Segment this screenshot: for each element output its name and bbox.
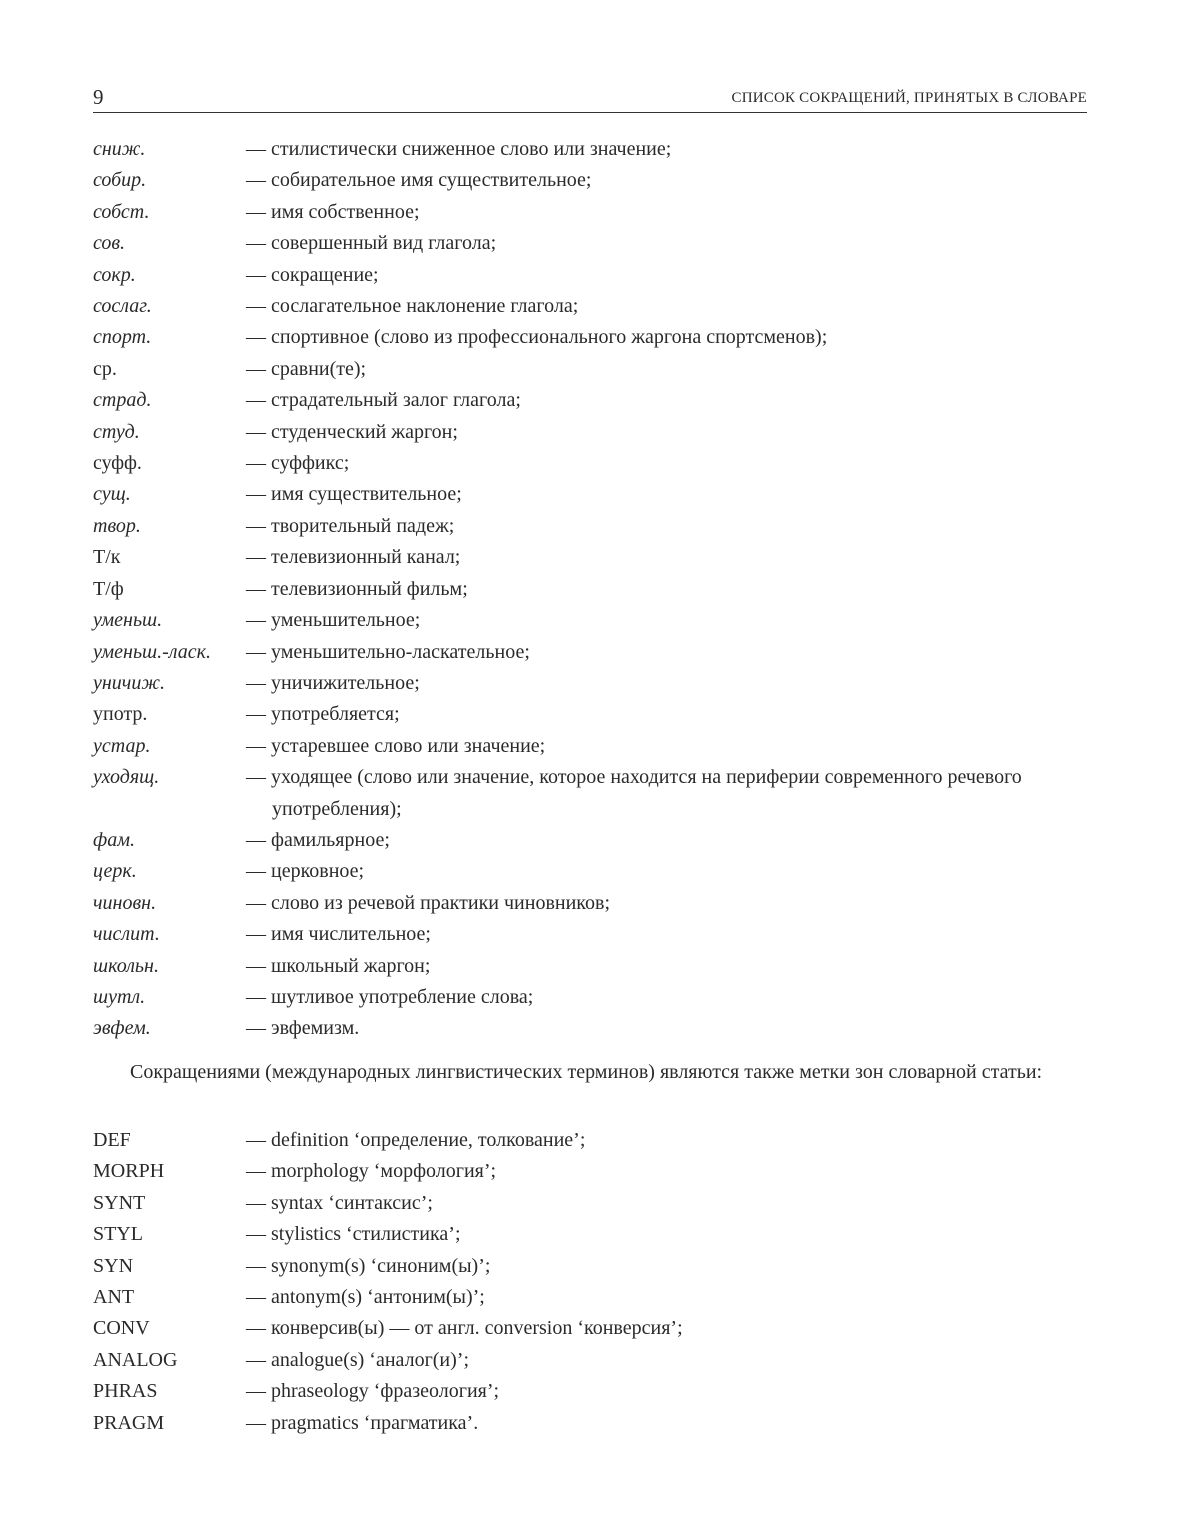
abbreviation-row-definition: — уменьшительное;: [246, 609, 421, 632]
zone-label-row: [93, 1251, 1087, 1282]
abbreviation-row-definition: — имя собственное;: [246, 200, 420, 223]
abbreviation-row-term: школьн.: [93, 954, 159, 977]
abbreviation-row: [93, 888, 1087, 919]
abbreviation-row-term: спорт.: [93, 326, 152, 349]
zone-label-row-definition: — конверсив(ы) — от англ. conversion ‘конверсия’;: [246, 1317, 683, 1340]
zone-label-row-term: PRAGM: [93, 1411, 165, 1434]
abbreviation-row-definition: — стилистически сниженное слово или значение;: [246, 138, 672, 160]
intro-paragraph: Сокращениями (международных лингвистических терминов) являются также метки зон словарной статьи:: [130, 1061, 1043, 1083]
zone-label-row: [93, 1219, 1087, 1250]
zone-label-row-term: MORPH: [93, 1160, 165, 1183]
abbreviation-row: [93, 699, 1087, 730]
abbreviation-row-definition: — уменьшительно-ласкательное;: [246, 640, 530, 663]
zone-label-row-term: SYNT: [93, 1191, 146, 1214]
abbreviation-row-term: страд.: [93, 389, 152, 412]
zone-label-row-definition: — phraseology ‘фразеология’;: [246, 1380, 500, 1403]
abbreviation-row-term: собир.: [93, 169, 147, 192]
abbreviation-row-term: уменьш.-ласк.: [93, 640, 211, 663]
running-title: СПИСОК СОКРАЩЕНИЙ, ПРИНЯТЫХ В СЛОВАРЕ: [731, 90, 1087, 106]
abbreviation-row-term: употр.: [93, 703, 148, 726]
zone-label-row-definition: — antonym(s) ‘антоним(ы)’;: [246, 1286, 485, 1309]
abbreviation-row-term: чиновн.: [93, 891, 157, 914]
abbreviation-row-definition: — шутливое употребление слова;: [246, 985, 534, 1008]
abbreviation-row: [93, 511, 1087, 542]
abbreviation-row: [93, 228, 1087, 259]
zone-label-row: [93, 1376, 1087, 1407]
abbreviation-row-term: Т/ф: [93, 577, 124, 600]
abbreviation-row: [93, 731, 1087, 762]
abbreviation-row-term: Т/к: [93, 546, 121, 569]
abbreviation-row-term: церк.: [93, 860, 137, 883]
zone-label-row-term: CONV: [93, 1317, 150, 1340]
abbreviation-row-definition: — школьный жаргон;: [246, 954, 431, 977]
abbreviation-row: [93, 951, 1087, 982]
abbreviation-row-definition: — слово из речевой практики чиновников;: [246, 891, 611, 914]
zone-label-row: [93, 1345, 1087, 1376]
abbreviation-row: [93, 165, 1087, 196]
abbreviation-row: [93, 825, 1087, 856]
abbreviation-row-definition: — телевизионный фильм;: [246, 577, 468, 600]
running-head: [93, 82, 1087, 113]
zone-label-row: [93, 1282, 1087, 1313]
abbreviation-row-definition: — имя числительное;: [246, 923, 431, 946]
abbreviation-row: [93, 668, 1087, 699]
abbreviation-row: [93, 479, 1087, 510]
abbreviation-row-term: сослаг.: [93, 295, 152, 318]
abbreviation-row-term: устар.: [93, 734, 151, 757]
zone-label-row-definition: — definition ‘определение, толкование’;: [246, 1129, 586, 1151]
abbreviation-row-definition: — студенческий жаргон;: [246, 420, 458, 443]
abbreviation-row-definition: — страдательный залог глагола;: [246, 389, 521, 412]
abbreviation-row-term: эвфем.: [93, 1017, 151, 1040]
abbreviation-row-term: числит.: [93, 923, 160, 946]
abbreviation-row-definition: — уходящее (слово или значение, которое находится на периферии современного речевого употребления);: [246, 766, 1022, 820]
abbreviation-row-definition: — телевизионный канал;: [246, 546, 461, 569]
abbreviation-row-term: твор.: [93, 514, 141, 537]
abbreviation-row-term: суфф.: [93, 452, 142, 475]
zone-label-row: [93, 1408, 1087, 1439]
zone-label-row-definition: — stylistics ‘стилистика’;: [246, 1223, 461, 1246]
abbreviation-row: [93, 762, 1087, 825]
abbreviation-row-definition: — собирательное имя существительное;: [246, 169, 592, 192]
page-number: 9: [93, 85, 104, 109]
abbreviation-row-definition: — спортивное (слово из профессионального жаргона спортсменов);: [246, 326, 828, 349]
abbreviation-row-term: студ.: [93, 420, 140, 443]
abbreviation-row-term: сов.: [93, 232, 126, 255]
abbreviation-row: [93, 1013, 1087, 1044]
abbreviation-row-definition: — творительный падеж;: [246, 514, 455, 537]
zone-label-row-definition: — analogue(s) ‘аналог(и)’;: [246, 1348, 470, 1371]
zone-label-row-definition: — synonym(s) ‘синоним(ы)’;: [246, 1254, 491, 1277]
abbreviation-row-definition: — уничижительное;: [246, 671, 420, 694]
abbreviation-row: [93, 637, 1087, 668]
abbreviation-row-term: собст.: [93, 200, 150, 223]
abbreviation-row-definition: — суффикс;: [246, 452, 350, 475]
abbreviation-row-definition: — употребляется;: [246, 703, 400, 726]
abbreviation-row: [93, 605, 1087, 636]
abbreviation-row: [93, 197, 1087, 228]
abbreviation-row-term: уменьш.: [93, 609, 163, 632]
abbreviation-row: [93, 385, 1087, 416]
zone-label-row: [93, 1156, 1087, 1187]
abbreviation-row-term: уничиж.: [93, 671, 165, 694]
abbreviation-row: [93, 542, 1087, 573]
abbreviation-row-term: ср.: [93, 357, 117, 380]
abbreviation-row-term: шутл.: [93, 985, 146, 1008]
abbreviation-row: [93, 354, 1087, 385]
zone-label-row-term: DEF: [93, 1129, 131, 1151]
abbreviation-row-definition: — устаревшее слово или значение;: [246, 734, 546, 757]
abbreviation-row: [93, 134, 1087, 165]
abbreviation-row-definition: — имя существительное;: [246, 483, 462, 506]
abbreviation-row: [93, 856, 1087, 887]
zone-label-row-term: SYN: [93, 1254, 134, 1277]
abbreviation-row-term: сниж.: [93, 138, 146, 160]
zone-label-row: [93, 1125, 1087, 1156]
abbreviation-row-definition: — церковное;: [246, 860, 365, 883]
zone-label-row-term: STYL: [93, 1223, 143, 1246]
zone-label-row: [93, 1188, 1087, 1219]
abbreviation-row: [93, 919, 1087, 950]
abbreviation-row-term: фам.: [93, 828, 135, 851]
zone-label-row-definition: — pragmatics ‘прагматика’.: [246, 1411, 479, 1434]
abbreviation-row-definition: — сравни(те);: [246, 357, 367, 380]
zone-label-row-definition: — morphology ‘морфология’;: [246, 1160, 497, 1183]
abbreviation-row-term: сокр.: [93, 263, 136, 286]
abbreviation-row-term: сущ.: [93, 483, 131, 506]
zone-label-row: [93, 1313, 1087, 1344]
zone-label-row-term: ANT: [93, 1286, 135, 1309]
zone-label-row-definition: — syntax ‘синтаксис’;: [246, 1191, 433, 1214]
abbreviation-row-definition: — сослагательное наклонение глагола;: [246, 295, 579, 318]
abbreviation-row-definition: — сокращение;: [246, 263, 379, 286]
zone-label-row-term: PHRAS: [93, 1380, 158, 1403]
abbreviation-row: [93, 417, 1087, 448]
abbreviation-row-definition: — совершенный вид глагола;: [246, 232, 497, 255]
abbreviation-row: [93, 448, 1087, 479]
abbreviation-list: [93, 134, 1087, 1045]
abbreviation-row: [93, 982, 1087, 1013]
abbreviation-row: [93, 322, 1087, 353]
abbreviation-row-term: уходящ.: [93, 766, 160, 789]
abbreviation-row: [93, 574, 1087, 605]
zone-label-list: [93, 1125, 1087, 1439]
abbreviation-row: [93, 260, 1087, 291]
abbreviation-row-definition: — фамильярное;: [246, 828, 390, 851]
zone-label-row-term: ANALOG: [93, 1348, 178, 1371]
abbreviation-row: [93, 291, 1087, 322]
abbreviation-row-definition: — эвфемизм.: [246, 1017, 360, 1040]
